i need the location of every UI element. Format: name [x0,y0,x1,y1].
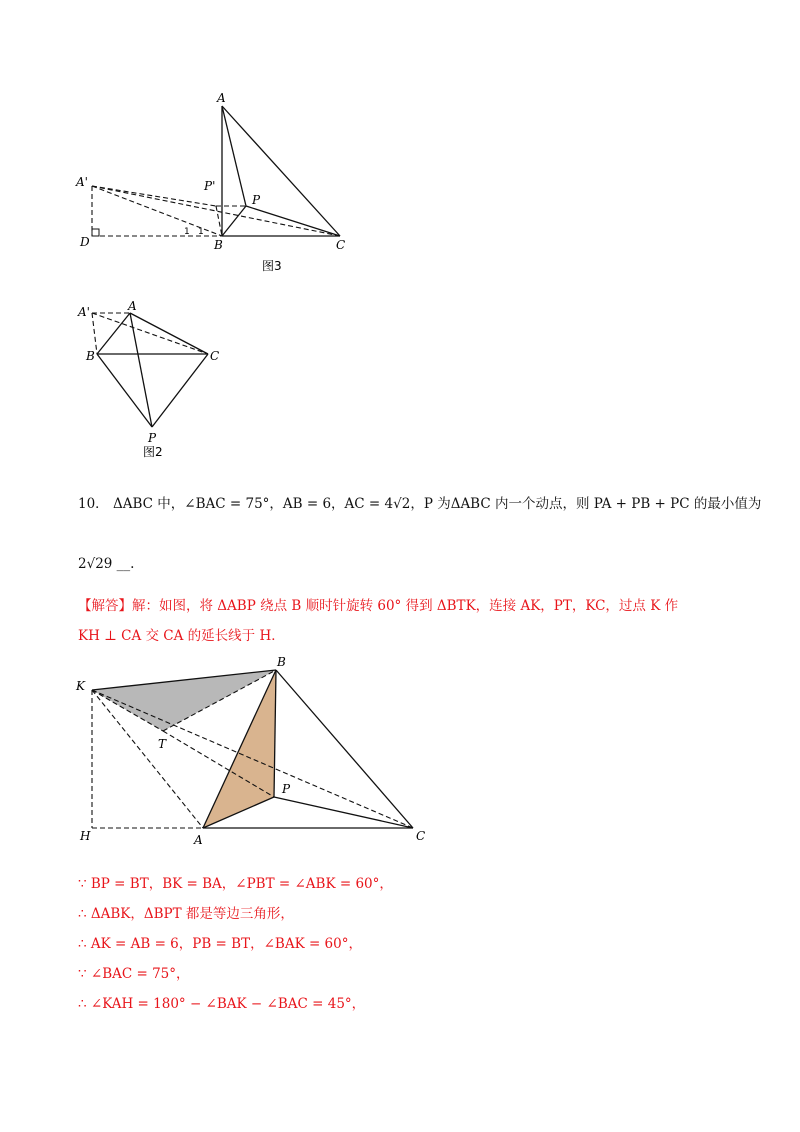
fig4-label-B: B [277,655,286,669]
solution-line-2 [78,626,285,646]
fig2-label-A-prime: A' [78,305,90,319]
fig3-label-C: C [336,238,346,252]
question-text: ΔABC 中，∠BAC = 75°，AB = 6，AC = 4√2，P 为ΔABC 内一个动点，则 PA + PB + PC 的最小值为 [112,496,762,512]
solution-line-1 [78,596,678,616]
fig2-label-C: C [210,349,220,363]
fig4-label-A: A [194,833,203,847]
fig3-caption: 图3 [262,259,282,273]
fig3-label-P: P [252,193,261,207]
fig2-label-A: A [128,299,137,313]
step-3: ∴ AK = AB = 6，PB = BT，∠BAK = 60°， [78,936,362,952]
fig4-label-P: P [282,782,291,796]
solution-text-2: KH ⊥ CA 交 CA 的延长线于 H． [78,628,285,644]
solution-text-1: 解：如图，将 ΔABP 绕点 B 顺时针旋转 60° 得到 ΔBTK，连接 AK，PT，KC，过点 K 作 [132,598,679,614]
step-4: ∵ ∠BAC = 75°， [78,966,190,982]
fig3-label-D: D [80,235,90,249]
fig4-label-K: K [76,679,85,693]
answer-line [78,554,134,574]
question-line [78,494,761,514]
step-5: ∴ ∠KAH = 180° − ∠BAK − ∠BAC = 45°， [78,996,366,1012]
fig3-label-A: A [217,91,226,105]
fig3-angle-1b: 1 [198,227,204,237]
fig3-angle-1a: 1 [184,227,190,237]
answer-value: 2√29 [78,556,113,572]
step-1: ∵ BP = BT，BK = BA，∠PBT = ∠ABK = 60°， [78,876,393,892]
fig2-label-B: B [86,349,95,363]
fig4-label-H: H [80,829,91,843]
fig4-label-C: C [416,829,426,843]
fig3-label-P-prime: P' [204,179,216,193]
step-2: ∴ ΔABK，ΔBPT 都是等边三角形， [78,906,294,922]
gray-triangle [92,670,276,731]
fig2-label-P: P [148,431,157,445]
solution-tag: 【解答】 [78,598,132,614]
fig3-label-A-prime: A' [76,175,88,189]
question-number: 10． [78,496,109,512]
answer-blank: __. [116,556,135,572]
fig2-caption: 图2 [143,445,163,459]
fig3-label-B: B [214,238,223,252]
fig4-label-T: T [158,737,167,751]
